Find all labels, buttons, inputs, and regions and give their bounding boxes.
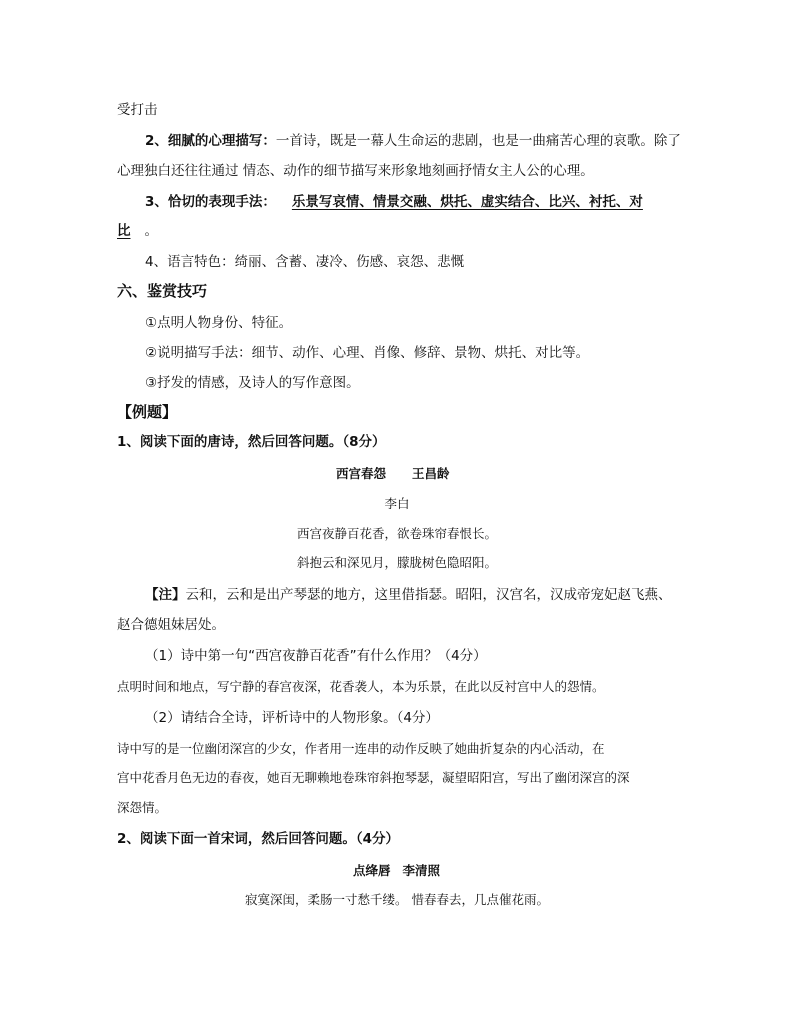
poem-2-line-1-text: 寂寞深闺，柔肠一寸愁千缕。 惜春春去，几点催花雨。 xyxy=(245,892,549,907)
item-2-line-1 xyxy=(145,132,681,150)
continued-text: 受打击 xyxy=(117,102,158,118)
poem-1-line-2-text: 斜抱云和深见月，朦胧树色隐昭阳。 xyxy=(296,555,497,570)
tip-1: ①点明人物身份、特征。 xyxy=(145,315,293,331)
poem-1-name: 西宫春怨 xyxy=(336,466,387,481)
poem-1-author: 王昌龄 xyxy=(412,466,450,481)
note-label: 【注】 xyxy=(145,587,186,603)
question-1-answer-2-line-2: 宫中花香月色无边的春夜，她百无聊赖地卷珠帘斜抱琴瑟，凝望昭阳宫，写出了幽闭深宫的深 xyxy=(117,770,630,785)
note-line-1 xyxy=(145,586,672,604)
poem-1-subauthor xyxy=(0,495,794,513)
example-heading: 【例题】 xyxy=(117,403,178,421)
poem-1-subauthor-text: 李白 xyxy=(384,496,410,511)
poem-1-line-1-text: 西宫夜静百花香，欲卷珠帘春恨长。 xyxy=(296,526,497,541)
poem-2-line-1 xyxy=(0,891,794,909)
note-text: 云和，云和是出产琴瑟的地方，这里借指瑟。昭阳，汉宫名，汉成帝宠妃赵飞燕、 xyxy=(185,587,672,603)
poem-2-author: 李清照 xyxy=(402,863,441,878)
question-1-answer-1: 点明时间和地点，写宁静的春宫夜深，花香袭人，本为乐景，在此以反衬宫中人的怨情。 xyxy=(117,679,605,694)
poem-1-title xyxy=(336,465,450,483)
item-4-label: 4、语言特色： xyxy=(145,254,235,270)
section-6-heading: 六、鉴赏技巧 xyxy=(117,282,208,300)
item-2-label: 2、细腻的心理描写： xyxy=(145,133,276,149)
poem-2-name: 点绛唇 xyxy=(353,863,391,878)
item-2-text: 一首诗，既是一幕人生命运的悲剧，也是一曲痛苦心理的哀歌。除了 xyxy=(275,133,681,149)
question-1-answer-2-line-3: 深怨情。 xyxy=(117,800,168,815)
item-2-line-2: 心理独白还往往通过 情态、动作的细节描写来形象地刻画抒情女主人公的心理。 xyxy=(117,163,594,179)
poem-2-title xyxy=(353,862,440,880)
note-line-2: 赵合德姐妹居处。 xyxy=(117,617,225,633)
item-3-techniques: 乐景写哀情、情景交融、烘托、虚实结合、比兴、衬托、对 xyxy=(291,194,643,210)
question-1-answer-2-line-1: 诗中写的是一位幽闭深宫的少女，作者用一连串的动作反映了她曲折复杂的内心活动，在 xyxy=(117,741,605,756)
item-3-line-1 xyxy=(145,193,643,211)
question-1-title: 1、阅读下面的唐诗，然后回答问题。（8分） xyxy=(117,434,386,450)
tip-2: ②说明描写手法：细节、动作、心理、肖像、修辞、景物、烘托、对比等。 xyxy=(145,345,590,361)
poem-1-line-1 xyxy=(0,525,794,543)
tip-3: ③抒发的情感，及诗人的写作意图。 xyxy=(145,375,360,391)
item-3-techniques-end: 比 xyxy=(117,223,131,239)
question-1-sub-2: （2）请结合全诗，评析诗中的人物形象。（4分） xyxy=(145,710,439,726)
item-4-text: 绮丽、含蓄、凄冷、伤感、哀怨、悲慨 xyxy=(234,254,465,270)
item-3-line-2 xyxy=(117,222,158,240)
question-2-title: 2、阅读下面一首宋词，然后回答问题。（4分） xyxy=(117,831,400,847)
poem-1-line-2 xyxy=(0,554,794,572)
item-4-line xyxy=(145,253,464,271)
question-1-sub-1: （1）诗中第一句“西宫夜静百花香”有什么作用？（4分） xyxy=(145,648,487,664)
item-3-label: 3、恰切的表现手法： xyxy=(145,194,276,210)
item-3-period: 。 xyxy=(144,223,158,239)
